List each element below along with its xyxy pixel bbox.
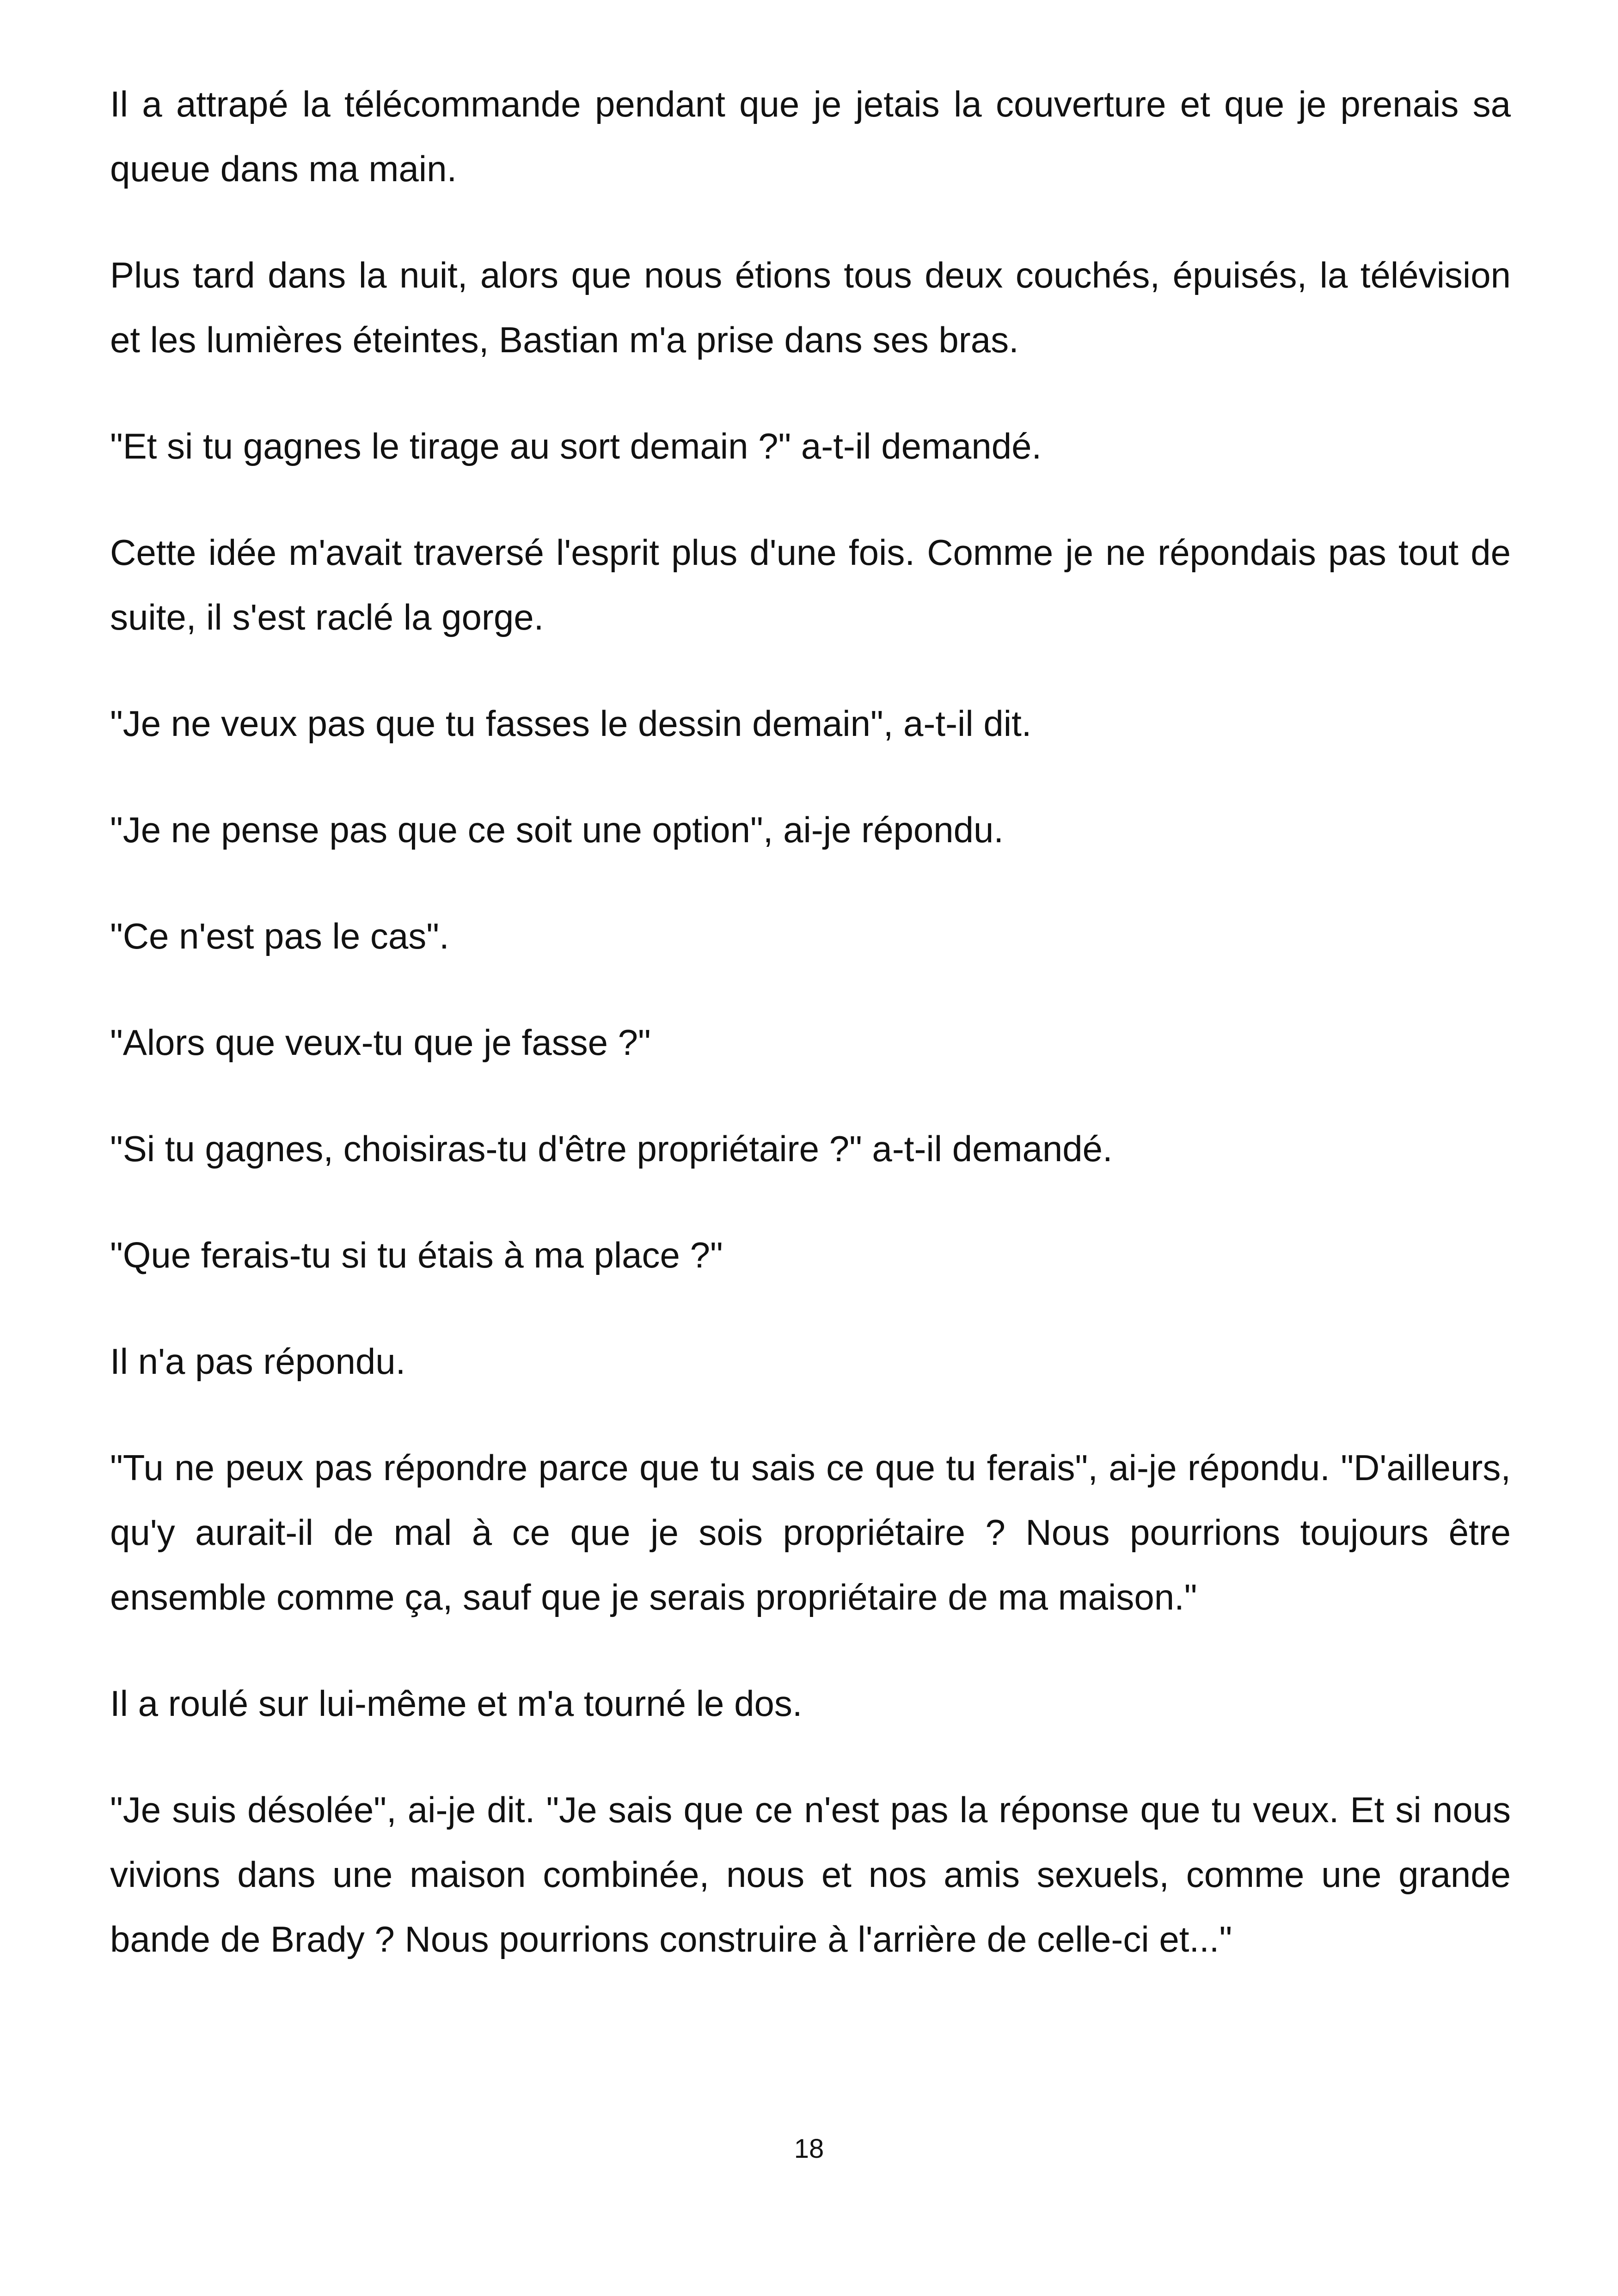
- paragraph: "Alors que veux-tu que je fasse ?": [110, 1022, 651, 1063]
- paragraph: "Je ne pense pas que ce soit une option", ai-je répondu.: [110, 809, 1004, 850]
- paragraph: "Si tu gagnes, choisiras-tu d'être propriétaire ?" a-t-il demandé.: [110, 1128, 1113, 1169]
- page-number: 18: [794, 2134, 824, 2164]
- paragraph: "Tu ne peux pas répondre parce que tu sais ce que tu ferais", ai-je répondu. "D'ailleurs, qu'y aurait-il de mal à ce que je sois propriétaire ? Nous pourrions toujours être ensemble comme ça, sauf que je serais propriétaire de ma maison.": [110, 1447, 1511, 1617]
- paragraph: Il n'a pas répondu.: [110, 1341, 406, 1382]
- paragraph: Il a attrapé la télécommande pendant que je jetais la couverture et que je prenais sa queue dans ma main.: [110, 84, 1511, 189]
- paragraph: "Que ferais-tu si tu étais à ma place ?": [110, 1235, 723, 1275]
- paragraph: "Et si tu gagnes le tirage au sort demain ?" a-t-il demandé.: [110, 426, 1042, 466]
- paragraph: Il a roulé sur lui-même et m'a tourné le dos.: [110, 1683, 803, 1724]
- paragraph: Plus tard dans la nuit, alors que nous étions tous deux couchés, épuisés, la télévision et les lumières éteintes, Bastian m'a prise dans ses bras.: [110, 255, 1511, 360]
- body-text: [110, 72, 1511, 2013]
- paragraph: Cette idée m'avait traversé l'esprit plus d'une fois. Comme je ne répondais pas tout de suite, il s'est raclé la gorge.: [110, 532, 1511, 637]
- paragraph: "Je ne veux pas que tu fasses le dessin demain", a-t-il dit.: [110, 703, 1032, 744]
- paragraph: "Ce n'est pas le cas".: [110, 916, 449, 956]
- paragraph: "Je suis désolée", ai-je dit. "Je sais que ce n'est pas la réponse que tu veux. Et si nous vivions dans une maison combinée, nous et nos amis sexuels, comme une grande bande de Brady ? Nous pourrions construire à l'arrière de celle-ci et...": [110, 1789, 1511, 1959]
